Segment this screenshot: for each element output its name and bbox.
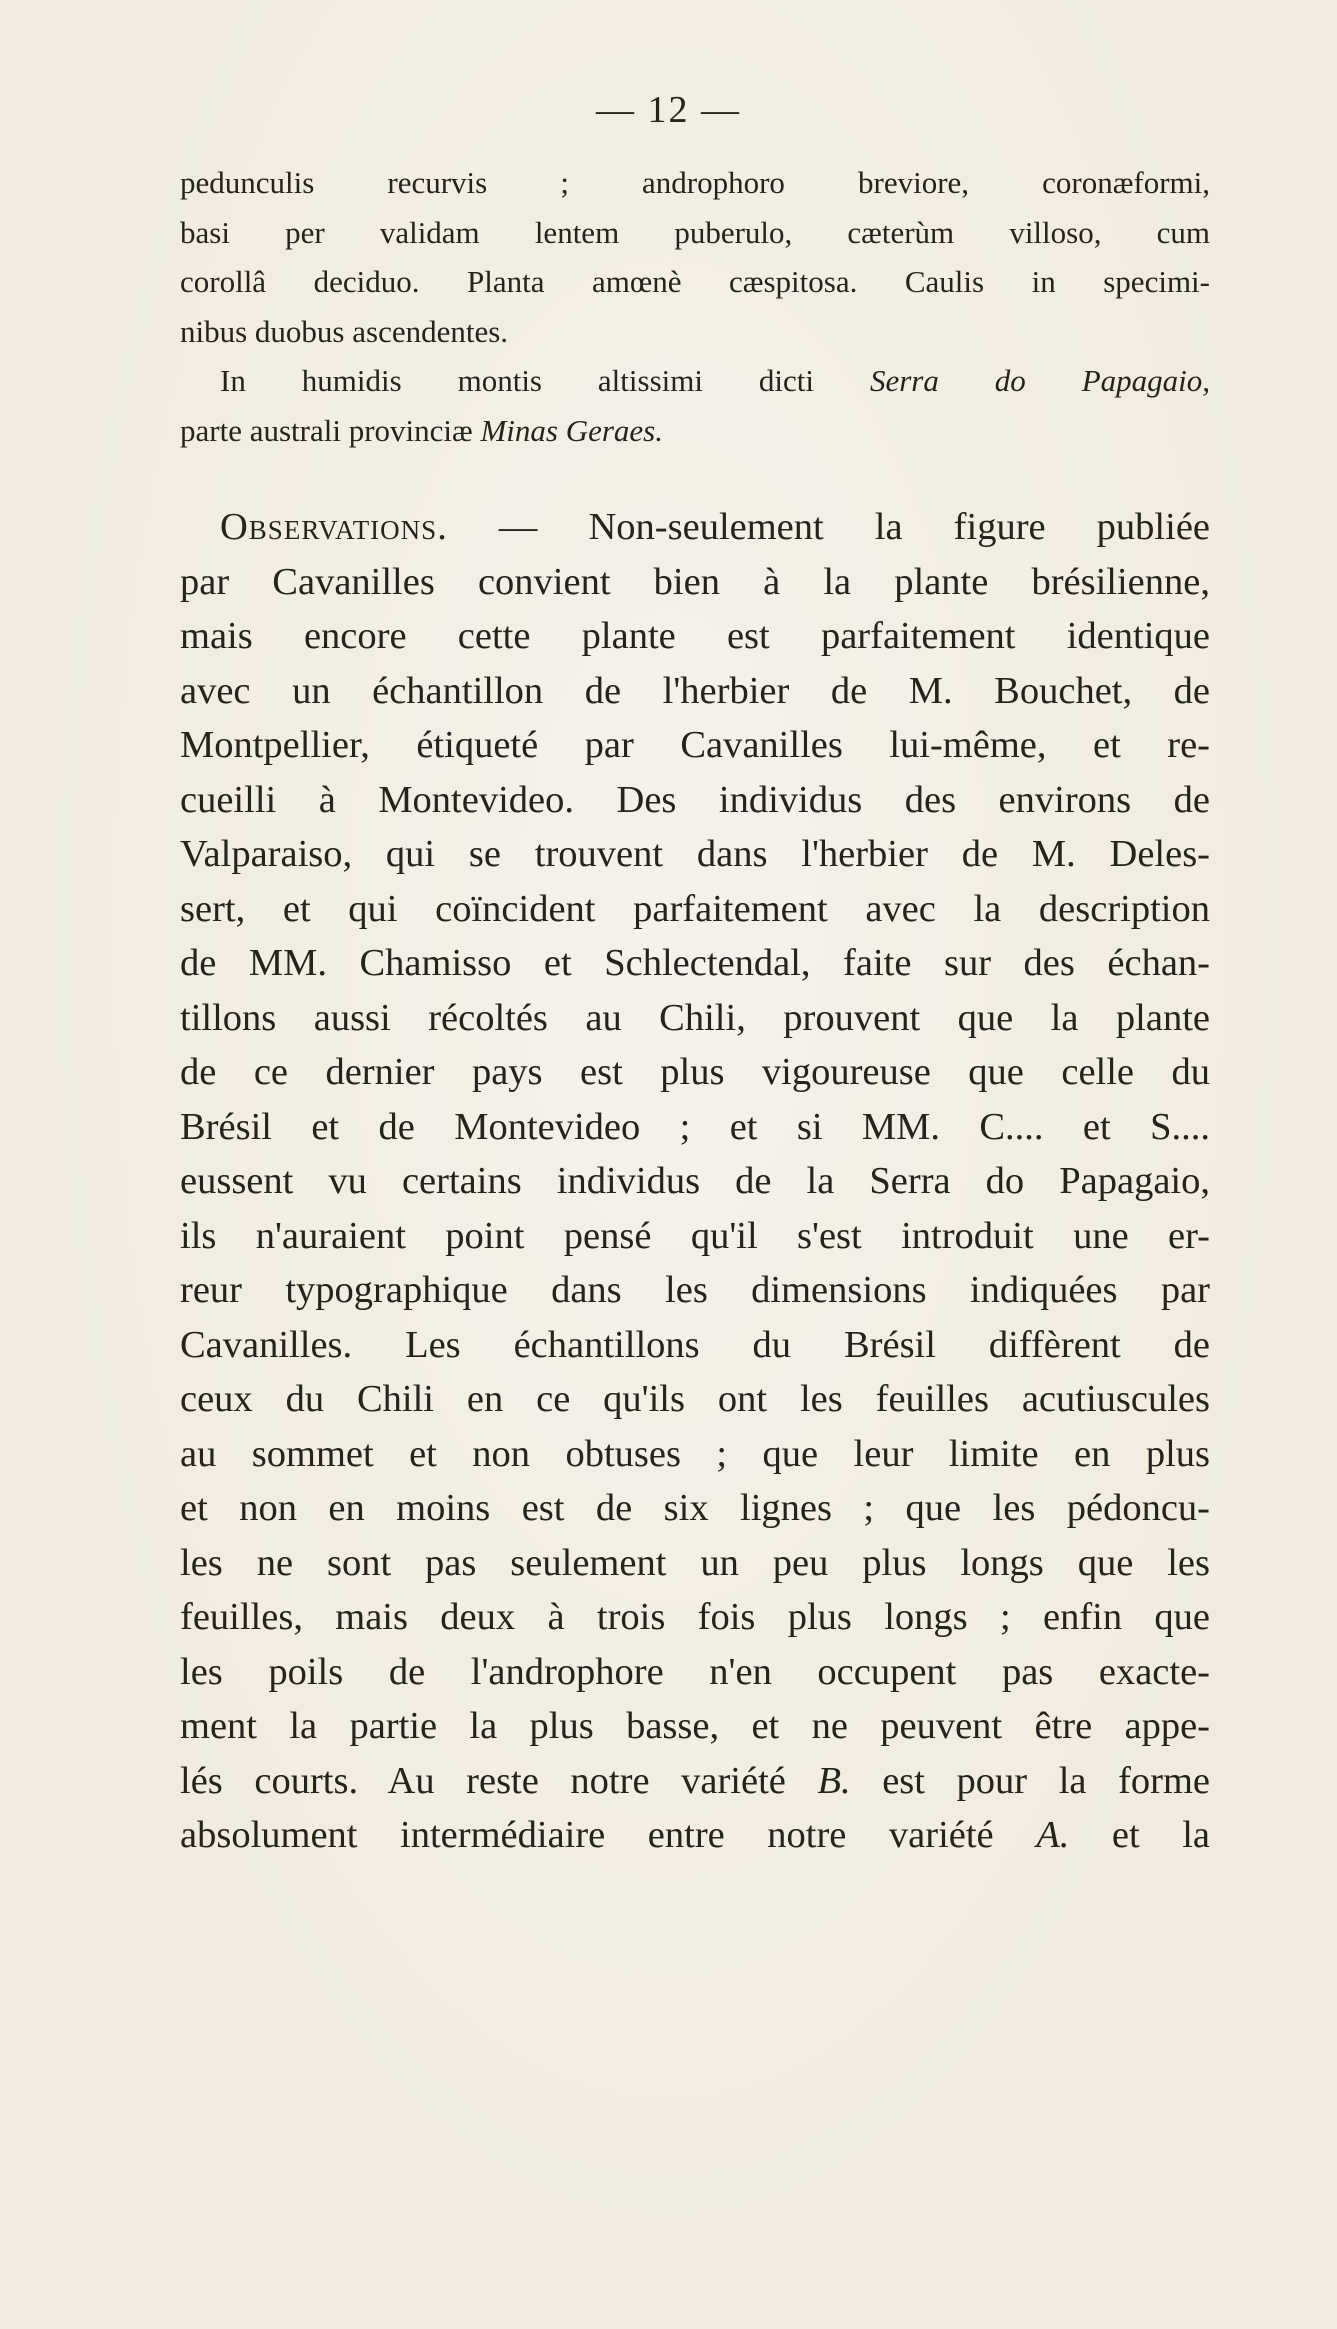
text-line: Montpellier, étiqueté par Cavanilles lui-même, et re-	[180, 724, 1210, 766]
latin-description	[180, 158, 1210, 455]
text-line: pedunculis recurvis ; androphoro breviore, coronæformi,	[180, 165, 1210, 200]
habitat-text: In humidis montis altissimi dicti	[220, 363, 815, 398]
observations-first-line	[180, 500, 1210, 555]
text-line: reur typographique dans les dimensions indiquées par	[180, 1269, 1210, 1311]
text-line: nibus duobus ascendentes.	[180, 313, 509, 349]
text-line: par Cavanilles convient bien à la plante brésilienne,	[180, 560, 1210, 603]
text-line: mais encore cette plante est parfaitement identique	[180, 615, 1210, 657]
text-line: avec un échantillon de l'herbier de M. Bouchet, de	[180, 669, 1210, 712]
text-line: ment la partie la plus basse, et ne peuvent être appe-	[180, 1705, 1210, 1747]
text-line: ceux du Chili en ce qu'ils ont les feuilles acutiuscules	[180, 1378, 1210, 1420]
text-run: absolument intermédiaire entre notre variété	[180, 1814, 994, 1856]
text-line: de MM. Chamisso et Schlectendal, faite sur des échan-	[180, 942, 1210, 984]
text-line: Brésil et de Montevideo ; et si MM. C.... et S....	[180, 1105, 1210, 1148]
text-line: au sommet et non obtuses ; que leur limite en plus	[180, 1432, 1210, 1475]
text-line: Cavanilles. Les échantillons du Brésil diffèrent de	[180, 1323, 1210, 1366]
text-line: et non en moins est de six lignes ; que les pédoncu-	[180, 1487, 1210, 1529]
text-run: — Non-seulement la figure publiée	[498, 506, 1211, 548]
observations-paragraph	[180, 500, 1210, 1863]
text-line: Valparaiso, qui se trouvent dans l'herbier de M. Deles-	[180, 833, 1210, 875]
habitat-line	[180, 406, 1210, 456]
habitat-place: Serra do Papagaio,	[869, 363, 1211, 398]
observations-heading: Observations.	[220, 506, 448, 548]
variety-label: A.	[1036, 1814, 1070, 1856]
text-line: eussent vu certains individus de la Serra do Papagaio,	[180, 1160, 1210, 1202]
page-number: — 12 —	[596, 89, 741, 131]
text-run: lés courts. Au reste notre variété	[180, 1759, 786, 1802]
text-run: est pour la forme	[882, 1759, 1211, 1802]
text-line: basi per validam lentem puberulo, cæterùm villoso, cum	[180, 214, 1210, 250]
text-line	[180, 1808, 1210, 1863]
text-line: cueilli à Montevideo. Des individus des environs de	[180, 778, 1210, 821]
habitat-text: parte australi provinciæ	[180, 412, 473, 448]
text-line: corollâ deciduo. Planta amœnè cæspitosa. Caulis in specimi-	[180, 264, 1210, 299]
text-run: et la	[1111, 1814, 1211, 1856]
text-line: les poils de l'androphore n'en occupent pas exacte-	[180, 1650, 1210, 1693]
text-line: de ce dernier pays est plus vigoureuse que celle du	[180, 1051, 1210, 1093]
text-line: tillons aussi récoltés au Chili, prouvent que la plante	[180, 996, 1210, 1039]
text-line: sert, et qui coïncident parfaitement avec la description	[180, 887, 1210, 930]
text-line: les ne sont pas seulement un peu plus longs que les	[180, 1541, 1210, 1584]
habitat-place: Minas Geraes.	[480, 412, 663, 448]
habitat-line	[180, 356, 1210, 406]
text-line: ils n'auraient point pensé qu'il s'est introduit une er-	[180, 1214, 1210, 1257]
text-line: feuilles, mais deux à trois fois plus longs ; enfin que	[180, 1596, 1210, 1638]
variety-label: B.	[817, 1759, 851, 1802]
text-line	[180, 1754, 1210, 1809]
